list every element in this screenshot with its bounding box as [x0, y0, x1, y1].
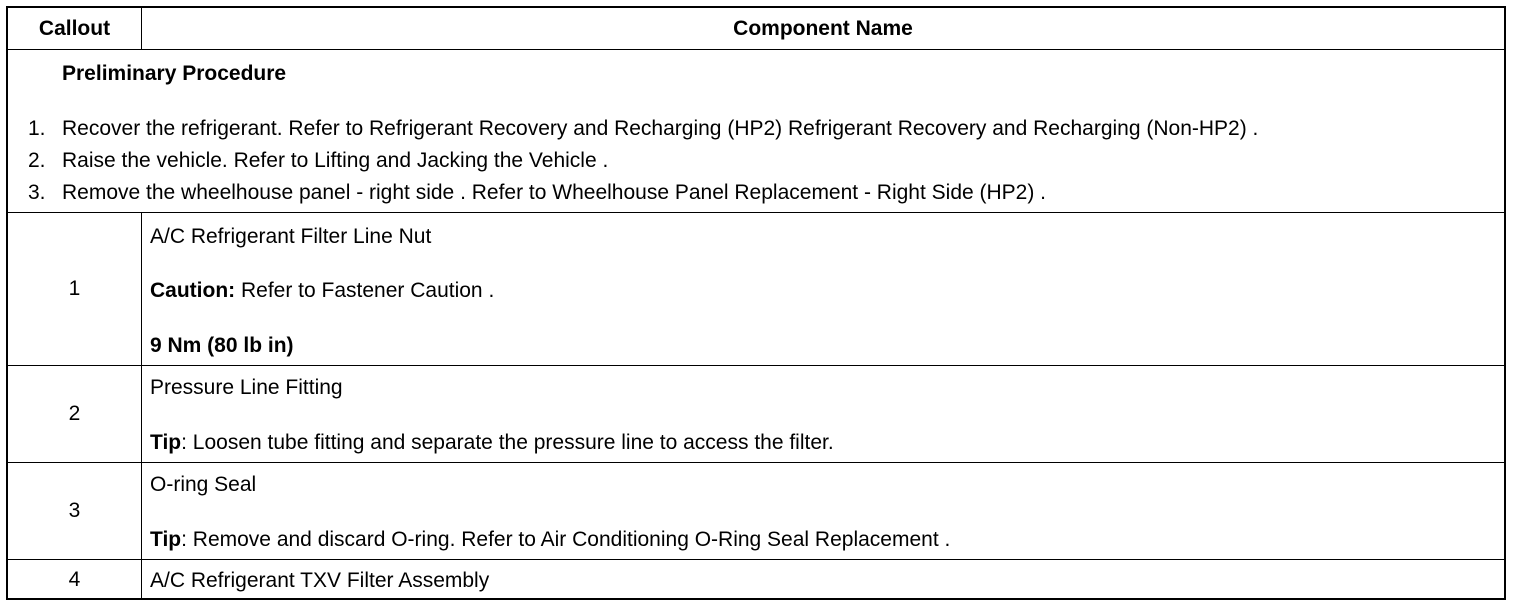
- step-number: 3.: [28, 181, 46, 204]
- table-row: [8, 560, 1504, 600]
- component-cell: [142, 463, 1504, 559]
- tip-note: [150, 528, 950, 552]
- component-name: Pressure Line Fitting: [150, 376, 343, 399]
- callout-header: Callout: [8, 8, 142, 49]
- table-row: [8, 463, 1504, 560]
- torque-spec: 9 Nm (80 lb in): [150, 334, 294, 357]
- callout-number: 3: [8, 463, 142, 559]
- component-name: O-ring Seal: [150, 473, 257, 496]
- preliminary-procedure-title: Preliminary Procedure: [62, 62, 287, 85]
- tip-text: : Loosen tube fitting and separate the pressure line to access the filter.: [181, 431, 834, 454]
- tip-note: [150, 431, 834, 455]
- component-cell: [142, 560, 1504, 600]
- tip-label: Tip: [150, 528, 182, 551]
- table-row: [8, 213, 1504, 366]
- preliminary-procedure-row: [8, 50, 1504, 213]
- step-text: Raise the vehicle. Refer to Lifting and Jacking the Vehicle .: [62, 149, 609, 172]
- component-table: [6, 6, 1506, 600]
- callout-number: 1: [8, 213, 142, 365]
- component-name: A/C Refrigerant TXV Filter Assembly: [150, 569, 490, 592]
- step-text: Remove the wheelhouse panel - right side . Refer to Wheelhouse Panel Replacement - Right Side (HP2) .: [62, 181, 1047, 204]
- component-name: A/C Refrigerant Filter Line Nut: [150, 225, 432, 248]
- component-name-header: Component Name: [733, 16, 913, 40]
- step-number: 2.: [28, 149, 46, 172]
- step-number: 1.: [28, 117, 46, 140]
- callout-number: 4: [8, 560, 142, 600]
- table-header-row: [8, 8, 1504, 50]
- tip-text: : Remove and discard O-ring. Refer to Air Conditioning O-Ring Seal Replacement .: [181, 528, 951, 551]
- tip-label: Tip: [150, 431, 182, 454]
- caution-note: [150, 279, 494, 303]
- callout-number: 2: [8, 366, 142, 462]
- caution-label: Caution:: [150, 279, 236, 302]
- component-cell: [142, 213, 1504, 365]
- step-text: Recover the refrigerant. Refer to Refrigerant Recovery and Recharging (HP2) Refrigerant Recovery and Recharging (Non-HP2) .: [62, 117, 1259, 140]
- table-row: [8, 366, 1504, 463]
- caution-text: Refer to Fastener Caution .: [235, 279, 495, 302]
- component-cell: [142, 366, 1504, 462]
